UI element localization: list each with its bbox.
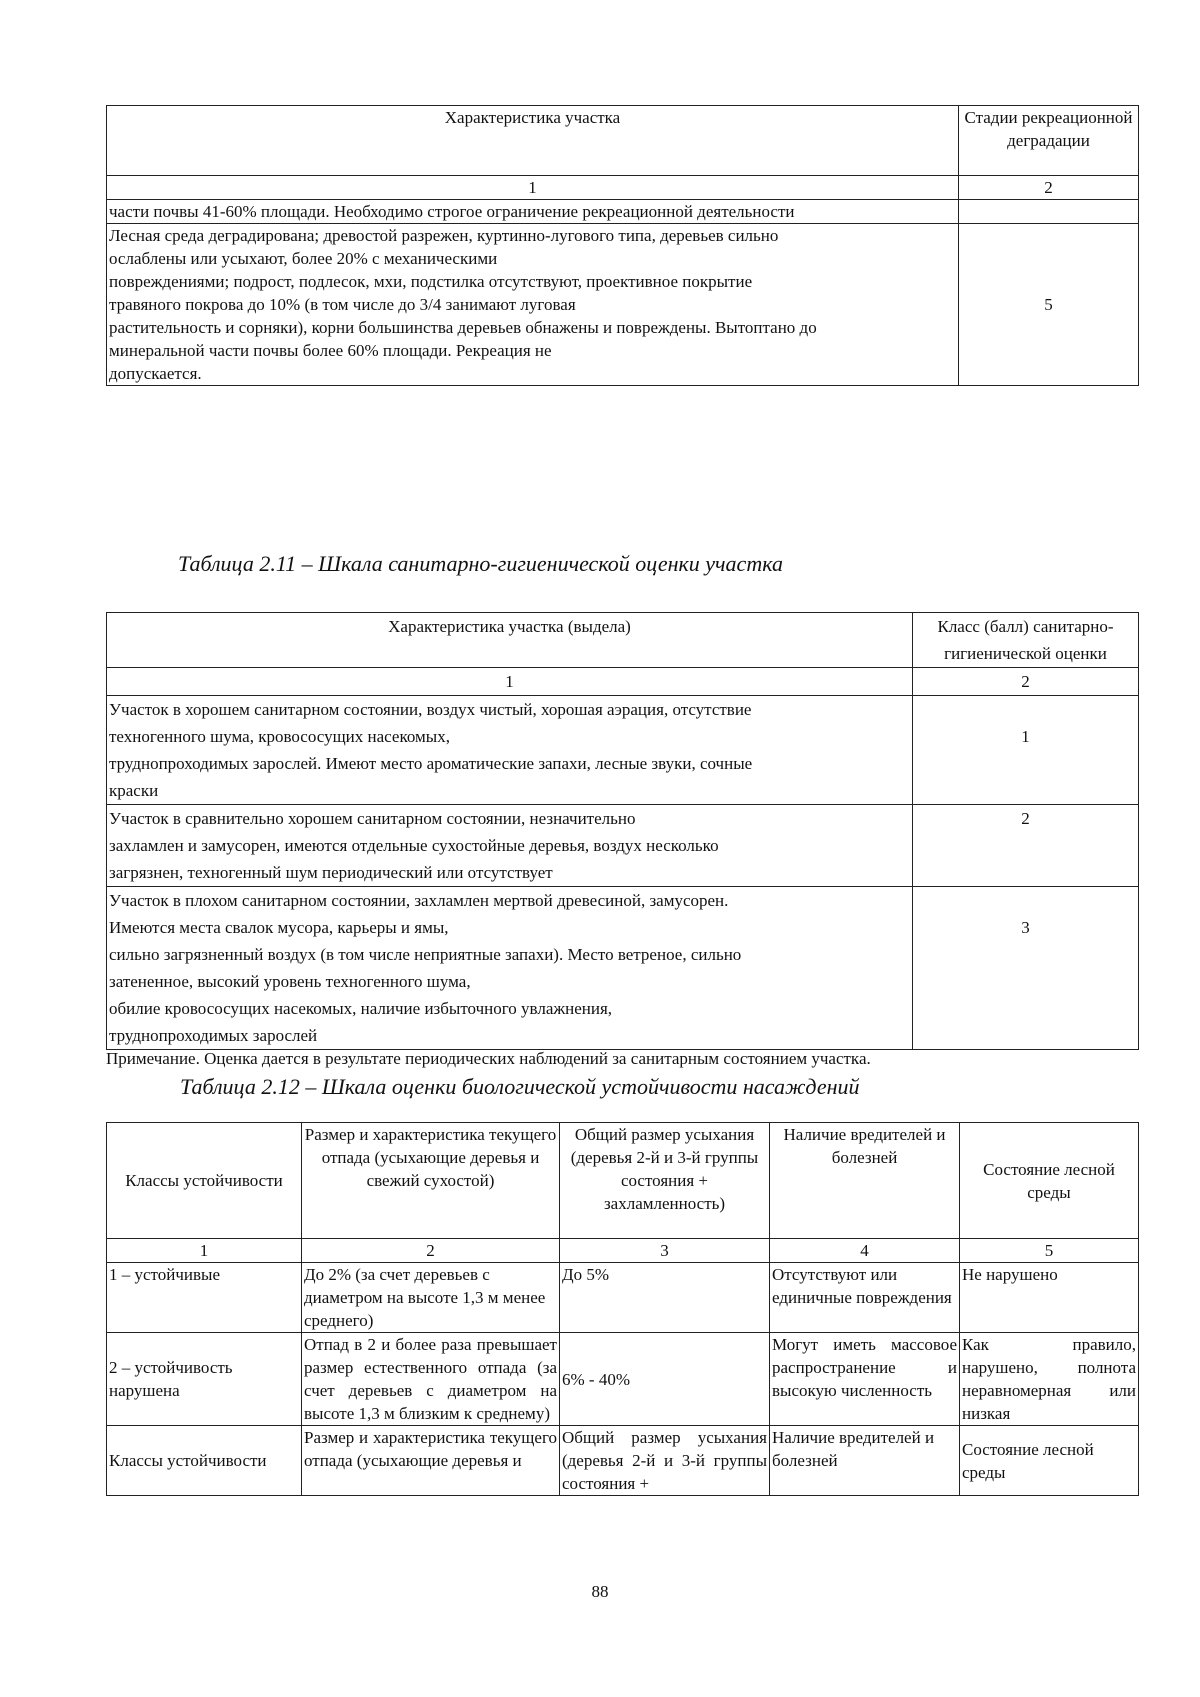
row-text	[107, 224, 959, 386]
number-cell: 1	[107, 1239, 302, 1263]
page-number: 88	[591, 1582, 609, 1601]
text-line: части почвы 41-60% площади. Необходимо строгое ограничение рекреационной деятельности	[109, 202, 795, 221]
table-number-row	[107, 1239, 1139, 1263]
header-cell: Стадии рекреационной деградации	[959, 106, 1139, 176]
text-line: допускается.	[109, 364, 202, 383]
number-cell: 1	[107, 668, 913, 696]
table-row	[107, 224, 1139, 386]
text-line: захламлен и замусорен, имеются отдельные сухостойные деревья, воздух несколько	[109, 836, 719, 855]
table-cell: Классы устойчивости	[107, 1426, 302, 1496]
table-cell: Отсутствуют или единичные повреждения	[770, 1263, 960, 1333]
number-cell: 2	[302, 1239, 560, 1263]
table-cell: До 2% (за счет деревьев с диаметром на высоте 1,3 м менее среднего)	[302, 1263, 560, 1333]
row-value: 5	[959, 224, 1139, 386]
table-cell: Могут иметь массовое распространение и высокую численность	[770, 1333, 960, 1426]
text-line: повреждениями; подрост, подлесок, мхи, подстилка отсутствуют, проективное покрытие	[109, 272, 753, 291]
number-cell: 2	[913, 668, 1139, 696]
table-cell: 6% - 40%	[560, 1333, 770, 1426]
table-212-caption: Таблица 2.12 – Шкала оценки биологической устойчивости насаждений	[180, 1074, 860, 1099]
number-cell: 4	[770, 1239, 960, 1263]
row-value: 2	[913, 805, 1139, 887]
number-cell: 1	[107, 176, 959, 200]
table-cell: До 5%	[560, 1263, 770, 1333]
text-line: труднопроходимых зарослей. Имеют место ароматические запахи, лесные звуки, сочные	[109, 754, 753, 773]
table-header-row	[107, 1123, 1139, 1239]
text-line: Участок в хорошем санитарном состоянии, воздух чистый, хорошая аэрация, отсутствие	[109, 700, 752, 719]
table-cell: Состояние лесной среды	[960, 1426, 1139, 1496]
text-line: Лесная среда деградирована; древостой разрежен, куртинно-лугового типа, деревьев сильно	[109, 226, 779, 245]
table-cell: Не нарушено	[960, 1263, 1139, 1333]
table-row	[107, 200, 1139, 224]
row-text	[107, 805, 913, 887]
text-line: Участок в сравнительно хорошем санитарном состоянии, незначительно	[109, 809, 636, 828]
text-line: затененное, высокий уровень техногенного шума,	[109, 972, 471, 991]
text-line: Участок в плохом санитарном состоянии, захламлен мертвой древесиной, замусорен.	[109, 891, 729, 910]
table-cell: Общий размер усыхания (деревья 2-й и 3-й группы состояния +	[560, 1426, 770, 1496]
text-line: ослаблены или усыхают, более 20% с механическими	[109, 249, 498, 268]
text-line: растительность и сорняки), корни большинства деревьев обнажены и повреждены. Вытоптано до	[109, 318, 817, 337]
header-cell: Общий размер усыхания (деревья 2-й и 3-й группы состояния + захламленность)	[560, 1123, 770, 1239]
text-line: сильно загрязненный воздух (в том числе неприятные запахи). Место ветреное, сильно	[109, 945, 742, 964]
header-cell: Класс (балл) санитарно-гигиенической оценки	[913, 613, 1139, 668]
header-cell: Характеристика участка (выдела)	[107, 613, 913, 668]
table-row	[107, 696, 1139, 805]
header-cell: Состояние лесной среды	[960, 1123, 1139, 1239]
table-cell: 2 – устойчивость нарушена	[107, 1333, 302, 1426]
text-line: травяного покрова до 10% (в том числе до 3/4 занимают луговая	[109, 295, 576, 314]
text-line: краски	[109, 781, 159, 800]
header-cell: Классы устойчивости	[107, 1123, 302, 1239]
row-value: 3	[913, 887, 1139, 1050]
table-row	[107, 1333, 1139, 1426]
text-line: Имеются места свалок мусора, карьеры и ямы,	[109, 918, 449, 937]
table-cell: Как правило, нарушено, полнота неравномерная или низкая	[960, 1333, 1139, 1426]
table-header-row	[107, 613, 1139, 668]
table-row	[107, 1426, 1139, 1496]
table-prev	[106, 105, 1139, 386]
table-row	[107, 805, 1139, 887]
table-211	[106, 612, 1139, 1050]
table-212	[106, 1122, 1139, 1496]
table-211-note: Примечание. Оценка дается в результате периодических наблюдений за санитарным состоянием участка.	[106, 1049, 871, 1068]
table-number-row	[107, 668, 1139, 696]
table-211-caption: Таблица 2.11 – Шкала санитарно-гигиенической оценки участка	[178, 551, 783, 576]
table-row	[107, 887, 1139, 1050]
row-text	[107, 696, 913, 805]
text-line: техногенного шума, кровососущих насекомых,	[109, 727, 450, 746]
table-header-row	[107, 106, 1139, 176]
number-cell: 3	[560, 1239, 770, 1263]
table-cell: Отпад в 2 и более раза превышает размер естественного отпада (за счет деревьев с диаметром на высоте 1,3 м близким к среднему)	[302, 1333, 560, 1426]
row-text	[107, 200, 959, 224]
row-value	[959, 200, 1139, 224]
row-text	[107, 887, 913, 1050]
number-cell: 5	[960, 1239, 1139, 1263]
table-cell: 1 – устойчивые	[107, 1263, 302, 1333]
table-cell: Размер и характеристика текущего отпада (усыхающие деревья и	[302, 1426, 560, 1496]
table-cell: Наличие вредителей и болезней	[770, 1426, 960, 1496]
header-cell: Размер и характеристика текущего отпада (усыхающие деревья и свежий сухостой)	[302, 1123, 560, 1239]
text-line: загрязнен, техногенный шум периодический или отсутствует	[109, 863, 553, 882]
text-line: обилие кровососущих насекомых, наличие избыточного увлажнения,	[109, 999, 613, 1018]
text-line: труднопроходимых зарослей	[109, 1026, 318, 1045]
table-row	[107, 1263, 1139, 1333]
table-number-row	[107, 176, 1139, 200]
header-cell: Наличие вредителей и болезней	[770, 1123, 960, 1239]
row-value: 1	[913, 696, 1139, 805]
number-cell: 2	[959, 176, 1139, 200]
text-line: минеральной части почвы более 60% площади. Рекреация не	[109, 341, 552, 360]
header-cell: Характеристика участка	[107, 106, 959, 176]
